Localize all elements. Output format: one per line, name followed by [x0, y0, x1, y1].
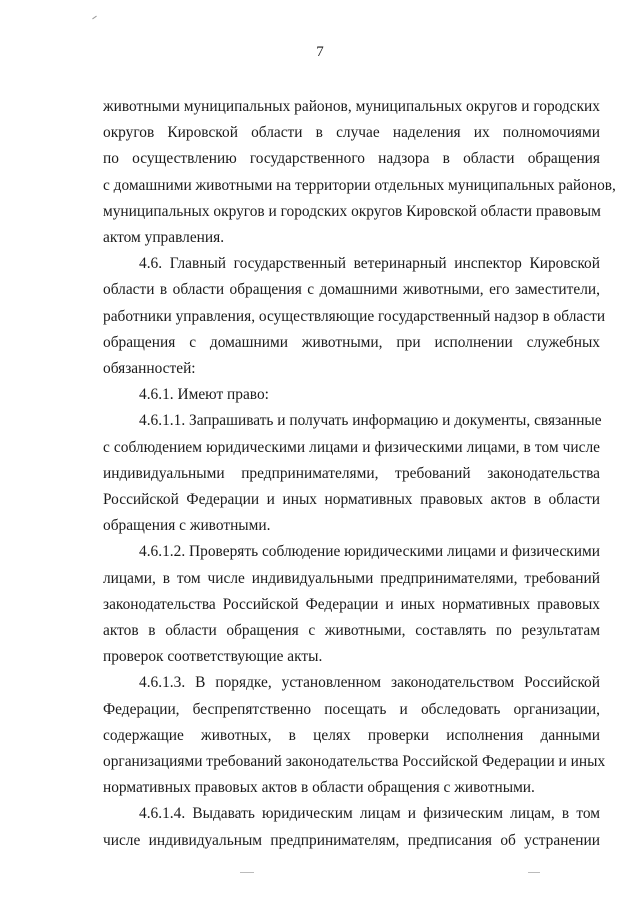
text-line: Федерации, беспрепятственно посещать и обследовать организации, [103, 700, 600, 718]
text-line: 4.6.1.2. Проверять соблюдение юридическими лицами и физическими [139, 543, 600, 561]
text-line: 4.6.1.4. Выдавать юридическим лицам и физическим лицам, в том [139, 805, 600, 823]
text-line: 4.6.1. Имеют право: [139, 386, 269, 404]
text-line: законодательства Российской Федерации и иных нормативных правовых [103, 595, 600, 613]
text-line: содержащие животных, в целях проверки исполнения данными [103, 726, 600, 744]
text-line: 4.6. Главный государственный ветеринарный инспектор Кировской [139, 255, 600, 273]
text-line: муниципальных округов и городских округов Кировской области правовым [103, 202, 601, 220]
text-line: Российской Федерации и иных нормативных правовых актов в области [103, 491, 600, 509]
text-line: проверок соответствующие акты. [103, 648, 323, 666]
text-line: обязанностей: [103, 360, 196, 378]
text-line: округов Кировской области в случае наделения их полномочиями [103, 124, 600, 142]
text-line: числе индивидуальным предпринимателям, предписания об устранении [103, 831, 600, 849]
text-line: 4.6.1.3. В порядке, установленном законодательством Российской [139, 674, 600, 692]
text-line: актов в области обращения с животными, составлять по результатам [103, 622, 600, 640]
text-line: по осуществлению государственного надзора в области обращения [103, 150, 600, 168]
text-line: работники управления, осуществляющие государственный надзор в области [103, 307, 606, 325]
body-text [103, 94, 616, 854]
page-number: 7 [316, 44, 324, 60]
scan-artifact [528, 872, 540, 873]
text-line: лицами, в том числе индивидуальными предпринимателями, требований [103, 569, 600, 587]
text-line: животными муниципальных районов, муниципальных округов и городских [103, 98, 600, 115]
text-line: индивидуальными предпринимателями, требований законодательства [103, 464, 600, 482]
scan-artifact [92, 16, 97, 20]
scan-artifact [240, 872, 254, 873]
text-line: области в области обращения с домашними животными, его заместители, [103, 281, 600, 299]
text-line: нормативных правовых актов в области обращения с животными. [103, 779, 535, 797]
text-line: обращения с животными. [103, 517, 271, 535]
text-line: организациями требований законодательства Российской Федерации и иных [103, 753, 606, 771]
text-line: обращения с домашними животными, при исполнении служебных [103, 333, 600, 351]
text-line: актом управления. [103, 229, 225, 247]
text-line: 4.6.1.1. Запрашивать и получать информацию и документы, связанные [139, 412, 602, 430]
text-line: с соблюдением юридическими лицами и физическими лицами, в том числе [103, 438, 600, 456]
text-line: с домашними животными на территории отдельных муниципальных районов, [103, 176, 616, 194]
